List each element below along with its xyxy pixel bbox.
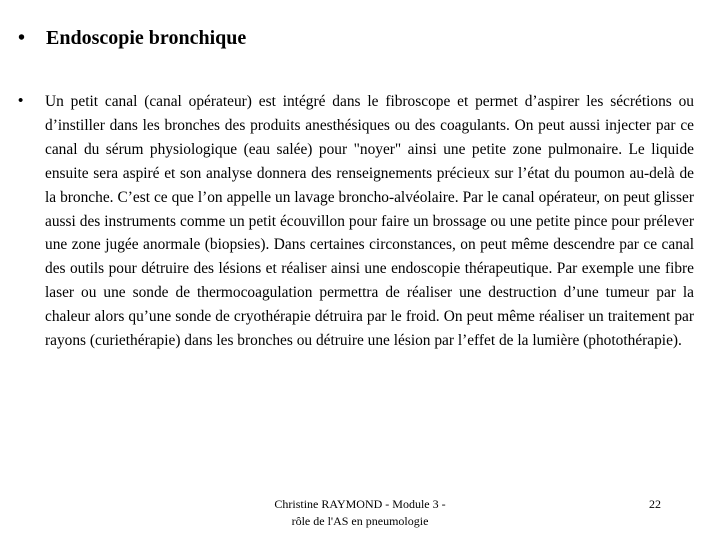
footer-author [240, 496, 480, 530]
title-text: Endoscopie bronchique [46, 27, 247, 49]
body-paragraph: Un petit canal (canal opérateur) est intégré dans le fibroscope et permet d’aspirer les sécrétions ou d’instiller dans les bronches des produits anesthésiques ou des coagulants. On peut aussi injecter par ce canal du sérum physiologique (eau salée) pour "noyer" ainsi une petite zone pulmonaire. Le liquide ensuite sera aspiré et son analyse donnera des renseignements précieux sur l’état du poumon au-delà de la bronche. C’est ce que l’on appelle un lavage broncho-alvéolaire. Par le canal opérateur, on peut glisser aussi des instruments comme un petit écouvillon pour faire un brossage ou une petite pince pour prélever une zone jugée anormale (biopsies). Dans certaines circonstances, on peut même descendre par ce canal des outils pour détruire des lésions et réaliser ainsi une endoscopie thérapeutique. Par exemple une fibre laser ou une sonde de thermocoagulation permettra de réaliser une destruction d’une tumeur par la chaleur alors qu’une sonde de cryothérapie détruira par le froid. On peut même réaliser un traitement par rayons (curiethérapie) dans les bronches ou détruire une lésion par l’effet de la lumière (photothérapie). [45, 93, 694, 350]
page-number: 22 [649, 497, 661, 511]
body-bullet [18, 90, 698, 353]
bullet-icon: • [18, 27, 26, 49]
footer-line-2: rôle de l'AS en pneumologie [291, 514, 429, 528]
bullet-icon: • [18, 93, 24, 109]
footer-line-1: Christine RAYMOND - Module 3 - [274, 497, 446, 511]
